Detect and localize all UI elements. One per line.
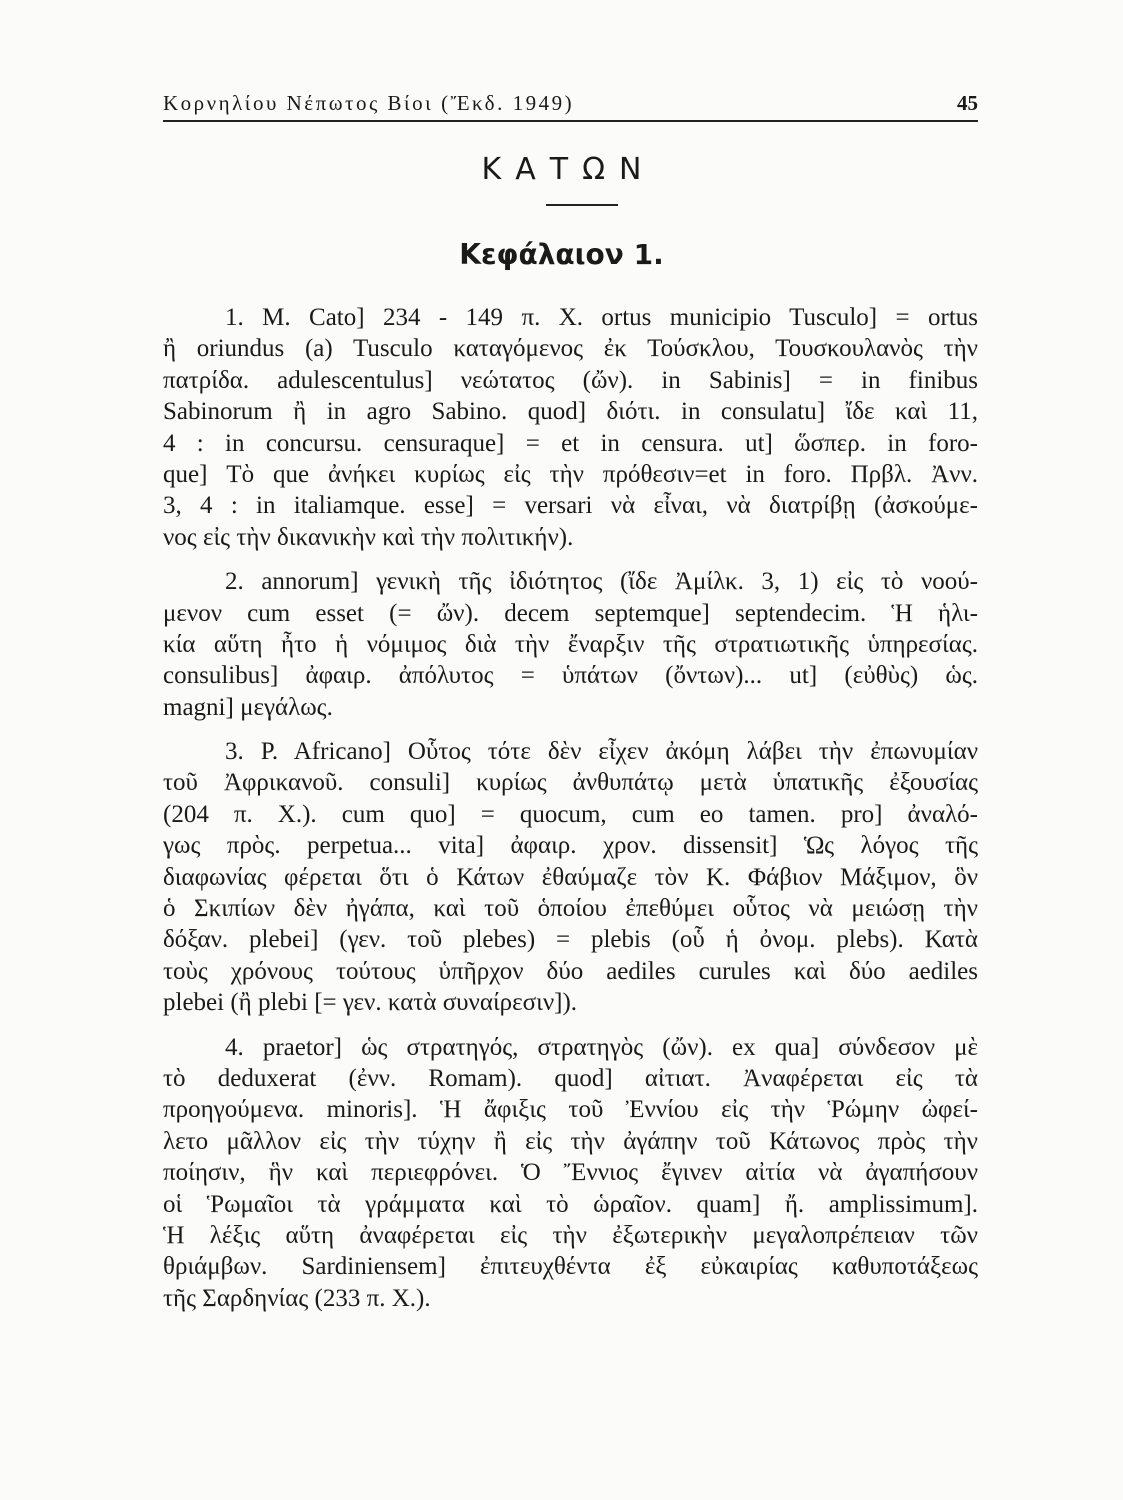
paragraph-3-line: τοὺς χρόνους τούτους ὑπῆρχον δύο aediles curules καὶ δύο aediles — [163, 957, 978, 985]
paragraph-2-line: magni] μεγάλως. — [163, 693, 333, 721]
page-number: 45 — [957, 91, 978, 115]
paragraph-4-line: προηγούμενα. minoris]. Ἡ ἄφιξις τοῦ Ἐννίου εἰς τὴν Ῥώμην ὠφεί- — [163, 1096, 978, 1124]
paragraph-4-line: οἱ Ῥωμαῖοι τὰ γράμματα καὶ τὸ ὡραῖον. quam] ἤ. amplissimum]. — [163, 1190, 978, 1218]
paragraph-4-line: Ἡ λέξις αὕτη ἀναφέρεται εἰς τὴν ἐξωτερικὴν μεγαλοπρέπειαν τῶν — [163, 1221, 978, 1249]
paragraph-1-line: 1. M. Cato] 234 - 149 π. X. ortus municipio Tusculo] = ortus — [225, 304, 978, 331]
paragraph-1-line: 4 : in concursu. censuraque] = et in censura. ut] ὥσπερ. in foro- — [163, 429, 978, 457]
running-title: Κορνηλίου Νέπωτος Βίοι (Ἔκδ. 1949) — [163, 91, 575, 115]
paragraph-2-line: κία αὕτη ἦτο ἡ νόμιμος διὰ τὴν ἔναρξιν τῆς στρατιωτικῆς ὑπηρεσίας. — [163, 630, 978, 658]
paragraph-3-line: plebei (ἢ plebi [= γεν. κατὰ συναίρεσιν]). — [163, 989, 578, 1017]
paragraph-1-line: ἢ oriundus (a) Tusculo καταγόμενος ἐκ Τούσκλου, Τουσκουλανὸς τὴν — [163, 335, 978, 363]
paragraph-2-line: consulibus] ἀφαιρ. ἀπόλυτος = ὑπάτων (ὄντων)... ut] (εὐθὺς) ὡς. — [163, 662, 978, 690]
paragraph-4-line: 4. praetor] ὡς στρατηγός, στρατηγὸς (ὤν). ex qua] σύνδεσον μὲ — [225, 1033, 978, 1061]
paragraph-4-line: λετο μᾶλλον εἰς τὴν τύχην ἢ εἰς τὴν ἀγάπην τοῦ Κάτωνος πρὸς τὴν — [163, 1127, 978, 1155]
paragraph-3-line: τοῦ Ἀφρικανοῦ. consuli] κυρίως ἀνθυπάτῳ μετὰ ὑπατικῆς ἐξουσίας — [163, 769, 978, 797]
title-divider — [546, 204, 618, 206]
paragraph-1-line: Sabinorum ἢ in agro Sabino. quod] διότι. in consulatu] ἴδε καὶ 11, — [163, 398, 978, 426]
body-text — [163, 302, 978, 1314]
paragraph-3-line: ὁ Σκιπίων δὲν ἠγάπα, καὶ τοῦ ὁποίου ἐπεθύμει οὗτος νὰ μειώσῃ τὴν — [163, 895, 978, 923]
paragraph-4-line: τῆς Σαρδηνίας (233 π. X.). — [163, 1284, 431, 1312]
paragraph-1-line: 3, 4 : in italiamque. esse] = versari νὰ εἶναι, νὰ διατρίβῃ (ἀσκούμε- — [163, 492, 978, 520]
paragraph-4-line: τὸ deduxerat (ἐνν. Romam). quod] αἰτιατ. Ἀναφέρεται εἰς τὰ — [163, 1064, 978, 1092]
paragraph-2-line: 2. annorum] γενικὴ τῆς ἰδιότητος (ἴδε Ἀμίλκ. 3, 1) εἰς τὸ νοού- — [225, 568, 978, 596]
paragraph-3-line: γως πρὸς. perpetua... vita] ἀφαιρ. χρον. dissensit] Ὡς λόγος τῆς — [163, 832, 978, 860]
paragraph-4-line: ποίησιν, ἣν καὶ περιεφρόνει. Ὁ Ἔννιος ἔγινεν αἰτία νὰ ἀγαπήσουν — [163, 1159, 978, 1187]
paragraph-1-line: νος εἰς τὴν δικανικὴν καὶ τὴν πολιτικήν). — [163, 523, 574, 551]
section-heading: Κεφάλαιον 1. — [459, 238, 664, 271]
paragraph-3-line: δόξαν. plebei] (γεν. τοῦ plebes) = plebis (οὗ ἡ ὀνομ. plebs). Κατὰ — [163, 926, 978, 954]
paragraph-3-line: διαφωνίας φέρεται ὅτι ὁ Κάτων ἐθαύμαζε τὸν Κ. Φάβιον Μάξιμον, ὃν — [163, 863, 978, 891]
paragraph-2-line: μενον cum esset (= ὤν). decem septemque] septendecim. Ἡ ἡλι- — [163, 599, 978, 627]
paragraph-3-line: 3. P. Africano] Οὗτος τότε δὲν εἶχεν ἀκόμη λάβει τὴν ἐπωνυμίαν — [225, 738, 978, 766]
paragraph-1-line: que] Τὸ que ἀνήκει κυρίως εἰς τὴν πρόθεσιν=et in foro. Πρβλ. Ἀνν. — [163, 460, 978, 488]
paragraph-4-line: θριάμβων. Sardiniensem] ἐπιτευχθέντα ἐξ εὐκαιρίας καθυποτάξεως — [163, 1253, 978, 1281]
chapter-title: ΚΑΤΩΝ — [481, 152, 656, 187]
paragraph-1-line: πατρίδα. adulescentulus] νεώτατος (ὤν). in Sabinis] = in finibus — [163, 366, 978, 394]
running-header — [163, 84, 978, 122]
paragraph-3-line: (204 π. X.). cum quo] = quocum, cum eo tamen. pro] ἀναλό- — [163, 800, 978, 828]
